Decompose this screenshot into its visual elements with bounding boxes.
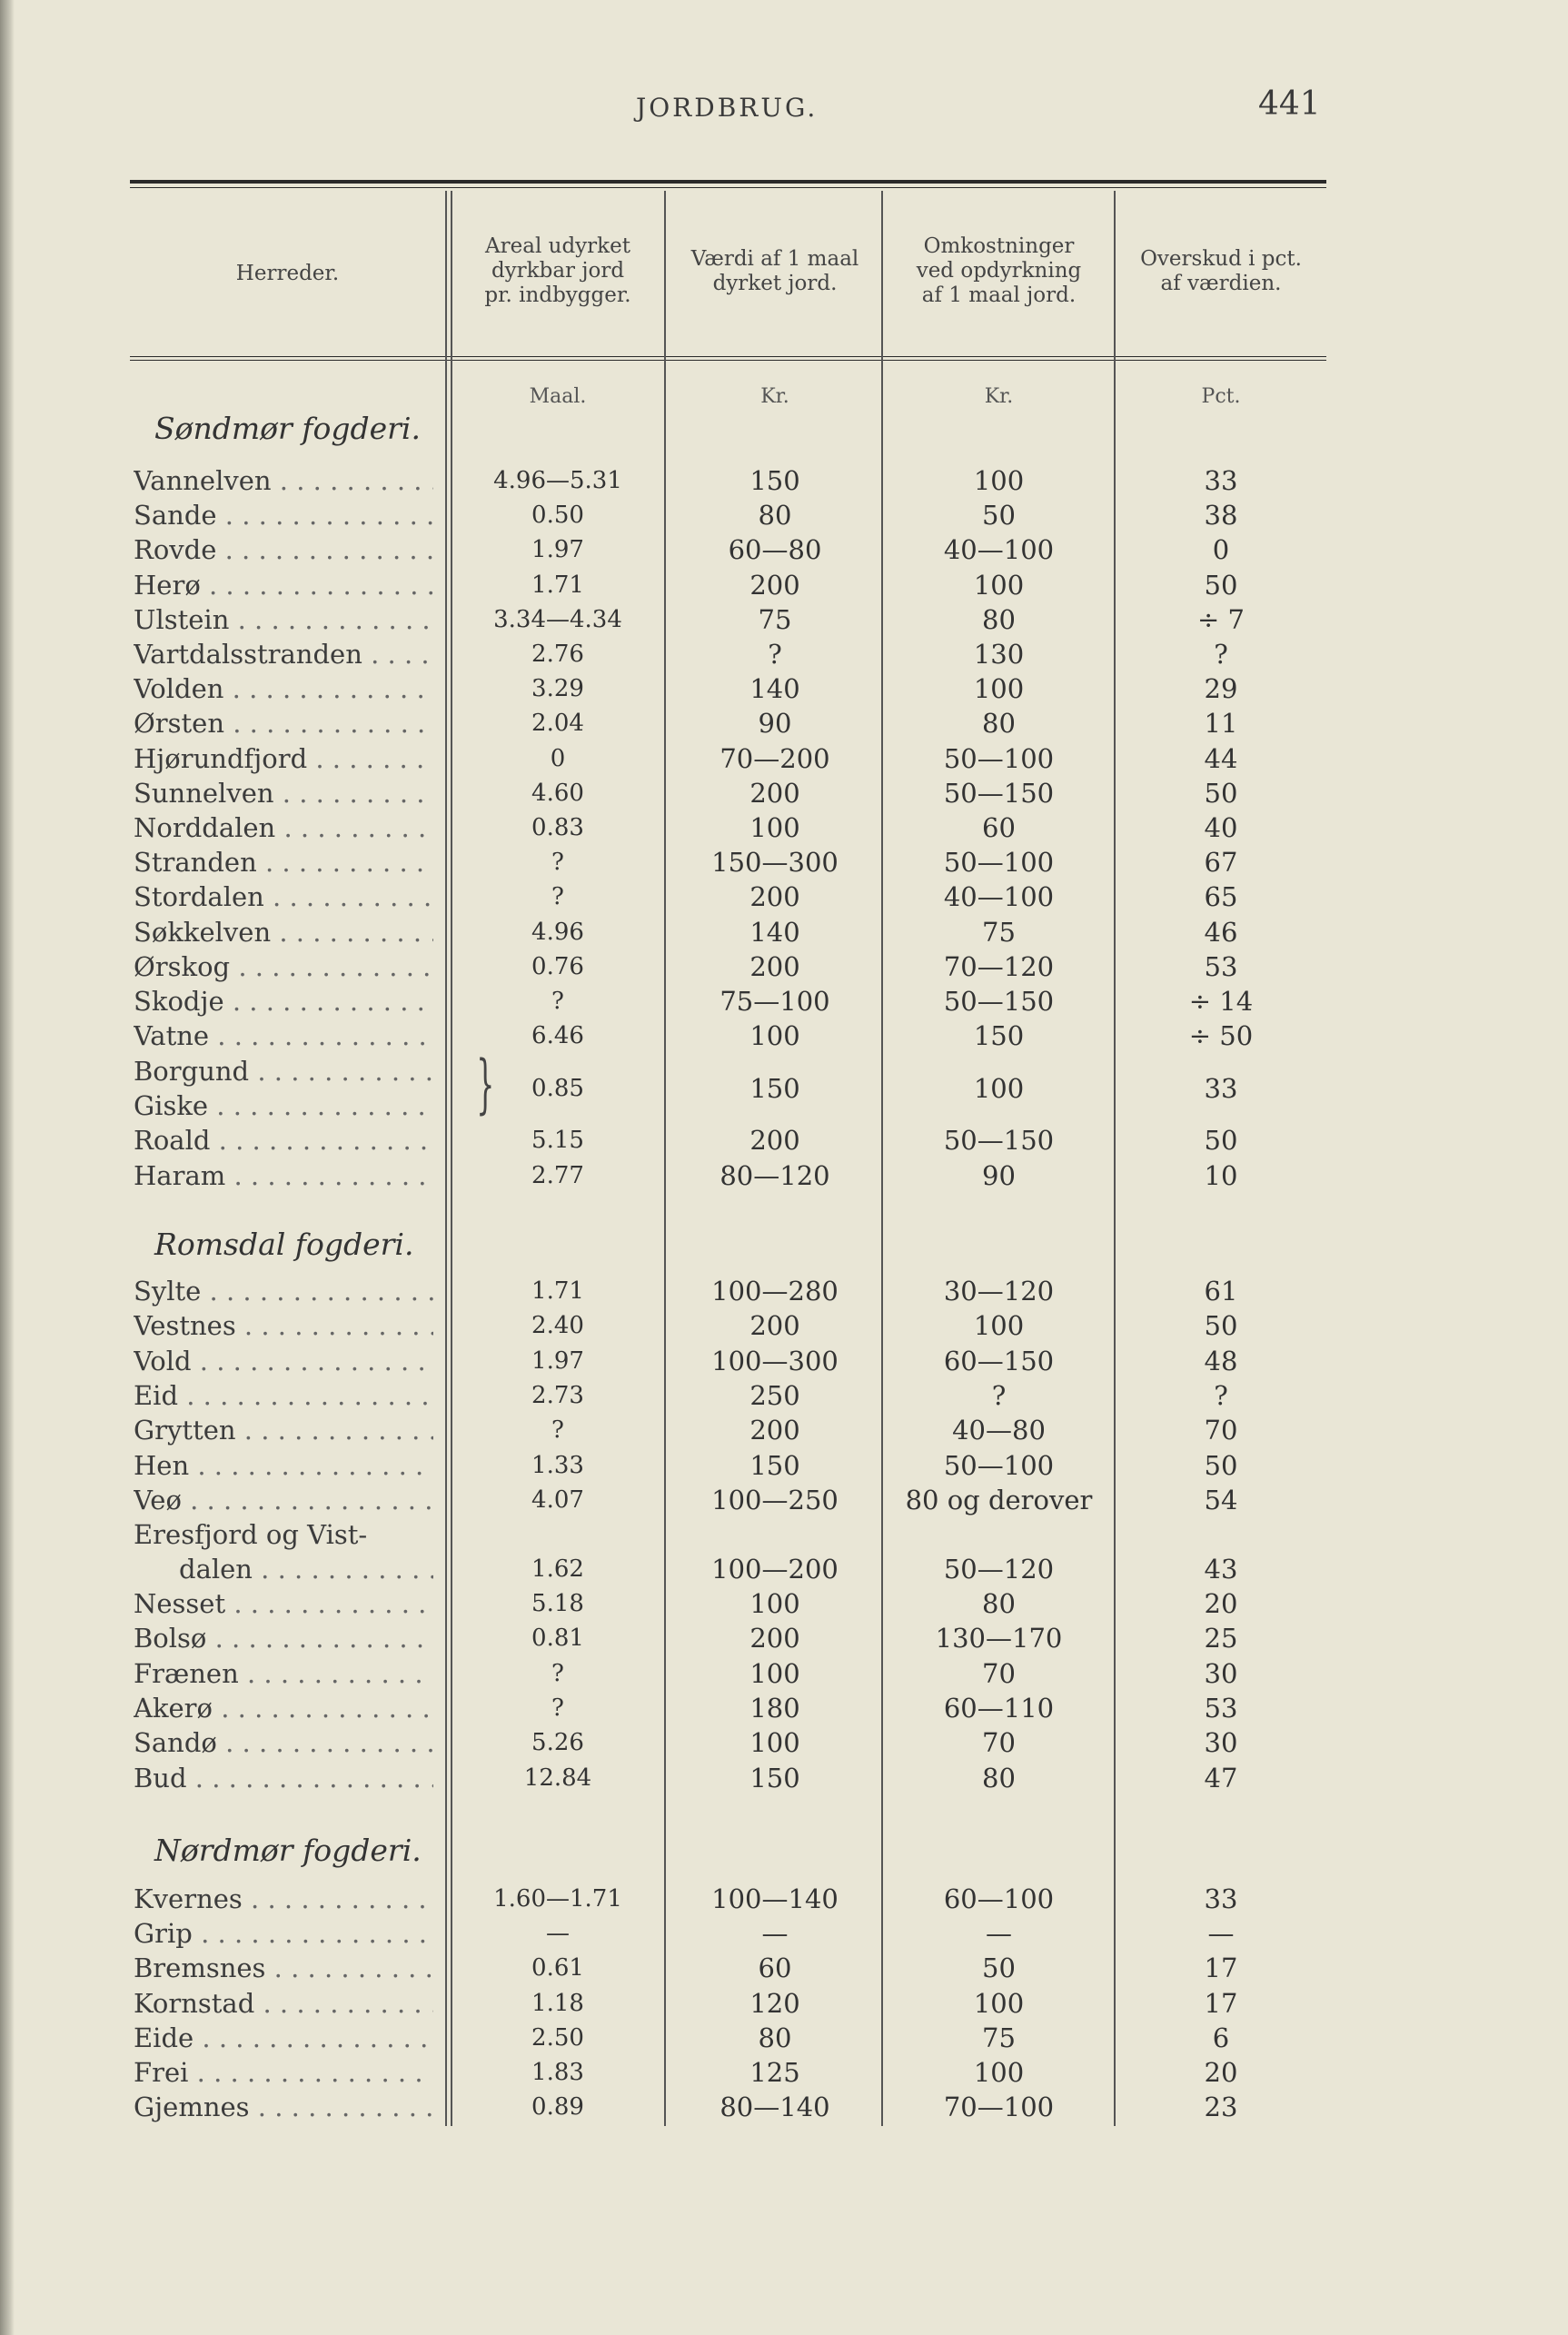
row-name: Bolsø . . . (134, 1623, 433, 1654)
areal-value: ? (551, 849, 564, 877)
omkostninger-value: 90 (982, 1159, 1016, 1191)
section-title-romsdal: Romsdal fogderi. (154, 1227, 414, 1262)
overskud-value: ÷ 50 (1188, 1020, 1254, 1052)
row-name: Eid . . . (134, 1380, 433, 1411)
row-name: Rovde . . . (134, 534, 433, 565)
overskud-value: 29 (1204, 673, 1238, 705)
row-name: Hen . . . (134, 1450, 433, 1481)
areal-value: 1.18 (531, 1989, 584, 2017)
areal-value: 4.60 (531, 779, 584, 807)
page-header (0, 85, 1568, 129)
omkostninger-value: 50—150 (943, 777, 1055, 809)
omkostninger-value: 50—100 (943, 742, 1055, 774)
areal-value: 0 (550, 744, 566, 772)
vaerdi-value: 100 (749, 1657, 800, 1689)
vaerdi-value: 100—250 (711, 1484, 839, 1515)
merged-areal: 0.85 (531, 1075, 584, 1102)
column-header-herreder: Herreder. (235, 262, 340, 285)
header-bottom-rule-2 (130, 360, 1326, 361)
vaerdi-value: 100—140 (711, 1883, 839, 1914)
merged-overskud: 33 (1204, 1073, 1238, 1104)
omkostninger-value: — (986, 1918, 1012, 1950)
vaerdi-value: 80 (758, 500, 792, 532)
overskud-value: 61 (1204, 1276, 1238, 1307)
row-name-eresfjord: Eresfjord og Vist- (134, 1519, 368, 1550)
omkostninger-value: 100 (973, 1987, 1025, 2019)
areal-value: 4.96 (531, 918, 584, 946)
row-name: Herø . . . (134, 570, 433, 601)
column-header-omkostninger: Omkostninger ved opdyrkning af 1 maal jord. (916, 234, 1082, 307)
areal-value: — (546, 1920, 570, 1948)
vaerdi-value: 100 (749, 812, 800, 843)
overskud-value: 33 (1204, 465, 1238, 496)
vaerdi-value: 200 (749, 1125, 800, 1156)
row-name: Norddalen . . . (134, 812, 433, 843)
areal-value: 1.97 (531, 1346, 584, 1375)
areal-value: 1.33 (531, 1451, 584, 1479)
vaerdi-value: 200 (749, 950, 800, 982)
unit-overskud: Pct. (1201, 385, 1241, 408)
areal-value: 5.18 (531, 1590, 584, 1617)
row-name: Frænen . . . (134, 1658, 433, 1689)
row-name: Vold . . . (134, 1346, 433, 1376)
row-name: Hjørundfjord . . . (134, 743, 433, 774)
vaerdi-value: 150—300 (711, 847, 839, 879)
overskud-value: 25 (1204, 1623, 1238, 1654)
omkostninger-value: 60—110 (943, 1692, 1055, 1724)
overskud-value: 50 (1204, 1125, 1238, 1156)
vaerdi-value: 80—120 (719, 1159, 830, 1191)
column-header-overskud: Overskud i pct. af værdien. (1140, 247, 1302, 295)
areal-value: 4.07 (531, 1485, 584, 1514)
areal-value: 5.15 (531, 1127, 584, 1154)
row-name: Volden . . . (134, 673, 433, 704)
vaerdi-value: 140 (749, 673, 800, 705)
column-divider-1 (445, 191, 447, 2126)
omkostninger-value: 50—150 (943, 986, 1055, 1017)
overskud-value: 53 (1204, 1692, 1238, 1724)
row-name: Stordalen . . . (134, 881, 433, 912)
areal-value: 3.29 (531, 675, 584, 703)
omkostninger-value: 40—80 (952, 1415, 1046, 1446)
omkostninger-value: 100 (973, 1310, 1025, 1342)
overskud-value: 50 (1204, 1310, 1238, 1342)
omkostninger-value: ? (991, 1379, 1007, 1411)
overskud-value: ÷ 7 (1197, 603, 1245, 635)
areal-value: 1.60—1.71 (493, 1885, 622, 1913)
row-name-borgund: Borgund . . . (134, 1056, 433, 1087)
overskud-value: 70 (1204, 1415, 1238, 1446)
row-name: Søkkelven . . . (134, 917, 433, 948)
vaerdi-value: 200 (749, 881, 800, 913)
vaerdi-value: 140 (749, 916, 800, 948)
overskud-value: 10 (1204, 1159, 1238, 1191)
omkostninger-value: 60 (982, 812, 1016, 843)
vaerdi-value: 75 (758, 603, 792, 635)
row-name: Vannelven . . . (134, 465, 433, 496)
areal-value: 0.89 (531, 2093, 584, 2121)
areal-value: 0.50 (531, 502, 584, 530)
omkostninger-value: 130—170 (935, 1623, 1063, 1654)
omkostninger-value: 40—100 (943, 534, 1055, 566)
overskud-value: 20 (1204, 1588, 1238, 1619)
omkostninger-value: 50 (982, 1952, 1016, 1984)
areal-value: 12.84 (523, 1764, 592, 1792)
areal-value: 3.34—4.34 (493, 605, 622, 633)
row-name: Stranden . . . (134, 847, 433, 878)
row-name: Sandø . . . (134, 1727, 433, 1758)
eresfjord-vaerdi: 100—200 (711, 1554, 839, 1585)
vaerdi-value: 200 (749, 569, 800, 601)
row-name: Vatne . . . (134, 1020, 433, 1051)
row-name: Vestnes . . . (134, 1310, 433, 1341)
areal-value: 0.83 (531, 814, 584, 841)
areal-value: 6.46 (531, 1022, 584, 1050)
overskud-value: 33 (1204, 1883, 1238, 1914)
areal-value: ? (551, 1659, 564, 1687)
omkostninger-value: 100 (973, 673, 1025, 705)
omkostninger-value: 80 (982, 708, 1016, 740)
omkostninger-value: 70 (982, 1727, 1016, 1759)
omkostninger-value: 100 (973, 569, 1025, 601)
omkostninger-value: 75 (982, 916, 1016, 948)
row-name: Veø . . . (134, 1485, 433, 1515)
row-name: Sande . . . (134, 500, 433, 531)
areal-value: 0.76 (531, 952, 584, 980)
section-title-sondmor: Søndmør fogderi. (154, 411, 421, 446)
omkostninger-value: 50—100 (943, 1449, 1055, 1481)
vaerdi-value: 100—300 (711, 1345, 839, 1376)
areal-value: ? (551, 883, 564, 911)
row-name: Vartdalsstranden . . . (134, 639, 433, 670)
omkostninger-value: 80 (982, 1762, 1016, 1793)
table-top-rule-thin (130, 187, 1326, 188)
vaerdi-value: 200 (749, 1310, 800, 1342)
section-title-nordmor: Nørdmør fogderi. (154, 1833, 422, 1868)
vaerdi-value: 150 (749, 1762, 800, 1793)
header-bottom-rule (130, 356, 1326, 357)
overskud-value: 67 (1204, 847, 1238, 879)
running-title: JORDBRUG. (636, 93, 819, 123)
eresfjord-areal: 1.62 (531, 1555, 584, 1583)
vaerdi-value: 100 (749, 1727, 800, 1759)
omkostninger-value: 50—100 (943, 847, 1055, 879)
overskud-value: 38 (1204, 500, 1238, 532)
areal-value: 2.40 (531, 1312, 584, 1340)
overskud-value: 17 (1204, 1952, 1238, 1984)
omkostninger-value: 50—150 (943, 1125, 1055, 1156)
row-name: Sunnelven . . . (134, 778, 433, 809)
overskud-value: 46 (1204, 916, 1238, 948)
vaerdi-value: 200 (749, 1623, 800, 1654)
row-name-eresfjord-2: dalen . . . (179, 1554, 433, 1585)
unit-omkostninger: Kr. (984, 385, 1014, 408)
row-name: Bremsnes . . . (134, 1952, 433, 1983)
row-name: Ulstein . . . (134, 604, 433, 635)
omkostninger-value: 75 (982, 2022, 1016, 2053)
vaerdi-value: 200 (749, 777, 800, 809)
omkostninger-value: 60—150 (943, 1345, 1055, 1376)
row-name: Haram . . . (134, 1160, 433, 1191)
areal-value: ? (551, 1694, 564, 1722)
overskud-value: 44 (1204, 742, 1238, 774)
areal-value: 2.73 (531, 1381, 584, 1409)
vaerdi-value: 80—140 (719, 2092, 830, 2123)
omkostninger-value: 40—100 (943, 881, 1055, 913)
overskud-value: 17 (1204, 1987, 1238, 2019)
areal-value: 5.26 (531, 1729, 584, 1757)
overskud-value: 11 (1204, 708, 1238, 740)
book-spine-shadow (0, 0, 15, 2335)
column-header-areal: Areal udyrket dyrkbar jord pr. indbygger. (484, 234, 631, 307)
overskud-value: 23 (1204, 2092, 1238, 2123)
areal-value: 1.71 (531, 1277, 584, 1305)
areal-value: ? (551, 988, 564, 1015)
omkostninger-value: 80 (982, 603, 1016, 635)
unit-vaerdi: Kr. (760, 385, 789, 408)
overskud-value: 40 (1204, 812, 1238, 843)
row-name: Frei . . . (134, 2057, 433, 2088)
overskud-value: 54 (1204, 1484, 1238, 1515)
vaerdi-value: 60 (758, 1952, 792, 1984)
row-name: Nesset . . . (134, 1588, 433, 1619)
areal-value: 2.50 (531, 2023, 584, 2052)
row-name: Kornstad . . . (134, 1988, 433, 2019)
vaerdi-value: 100—280 (711, 1276, 839, 1307)
vaerdi-value: 250 (749, 1379, 800, 1411)
areal-value: ? (551, 1416, 564, 1445)
row-name: Grip . . . (134, 1918, 433, 1949)
row-name: Eide . . . (134, 2022, 433, 2053)
omkostninger-value: 30—120 (943, 1276, 1055, 1307)
omkostninger-value: 100 (973, 465, 1025, 496)
omkostninger-value: 130 (973, 639, 1025, 670)
page-number: 441 (1258, 85, 1321, 123)
vaerdi-value: 80 (758, 2022, 792, 2053)
overskud-value: ÷ 14 (1188, 986, 1254, 1017)
vaerdi-value: 200 (749, 1415, 800, 1446)
omkostninger-value: 50 (982, 500, 1016, 532)
merged-omkostninger: 100 (973, 1073, 1025, 1104)
row-name: Sylte . . . (134, 1276, 433, 1307)
areal-value: 2.76 (531, 641, 584, 668)
row-name: Ørsten . . . (134, 708, 433, 739)
row-name: Bud . . . (134, 1763, 433, 1793)
overskud-value: 48 (1204, 1345, 1238, 1376)
overskud-value: ? (1214, 639, 1228, 670)
row-name-giske: Giske . . . (134, 1090, 433, 1121)
omkostninger-value: 80 (982, 1588, 1016, 1619)
vaerdi-value: ? (768, 639, 782, 670)
eresfjord-overskud: 43 (1204, 1554, 1238, 1585)
overskud-value: 47 (1204, 1762, 1238, 1793)
overskud-value: 50 (1204, 1449, 1238, 1481)
vaerdi-value: 75—100 (719, 986, 830, 1017)
overskud-value: 50 (1204, 777, 1238, 809)
omkostninger-value: 80 og derover (905, 1484, 1093, 1515)
vaerdi-value: 90 (758, 708, 792, 740)
vaerdi-value: 125 (749, 2057, 800, 2088)
row-name: Grytten . . . (134, 1415, 433, 1446)
row-name: Roald . . . (134, 1125, 433, 1156)
merged-vaerdi: 150 (749, 1073, 800, 1104)
overskud-value: 53 (1204, 950, 1238, 982)
overskud-value: 30 (1204, 1657, 1238, 1689)
row-name: Gjemnes . . . (134, 2092, 433, 2122)
vaerdi-value: 70—200 (719, 742, 830, 774)
vaerdi-value: — (761, 1918, 789, 1950)
overskud-value: 30 (1204, 1727, 1238, 1759)
omkostninger-value: 100 (973, 2057, 1025, 2088)
omkostninger-value: 70—120 (943, 950, 1055, 982)
column-header-vaerdi: Værdi af 1 maal dyrket jord. (690, 247, 859, 295)
areal-value: 4.96—5.31 (493, 467, 622, 494)
vaerdi-value: 120 (749, 1987, 800, 2019)
row-name: Ørskog . . . (134, 951, 433, 982)
overskud-value: — (1207, 1918, 1235, 1950)
overskud-value: 65 (1204, 881, 1238, 913)
vaerdi-value: 180 (749, 1692, 800, 1724)
areal-value: 2.04 (531, 710, 584, 738)
areal-value: 1.97 (531, 536, 584, 564)
row-name: Kvernes . . . (134, 1883, 433, 1914)
omkostninger-value: 70 (982, 1657, 1016, 1689)
omkostninger-value: 70—100 (943, 2092, 1055, 2123)
unit-areal: Maal. (529, 385, 587, 408)
overskud-value: 0 (1212, 534, 1230, 566)
omkostninger-value: 60—100 (943, 1883, 1055, 1914)
areal-value: 0.61 (531, 1954, 584, 1982)
areal-value: 1.71 (531, 571, 584, 599)
overskud-value: 50 (1204, 569, 1238, 601)
table-top-rule (130, 180, 1326, 184)
omkostninger-value: 150 (973, 1020, 1025, 1052)
row-name: Skodje . . . (134, 986, 433, 1017)
vaerdi-value: 100 (749, 1020, 800, 1052)
areal-value: 0.81 (531, 1625, 584, 1653)
vaerdi-value: 100 (749, 1588, 800, 1619)
column-divider-2 (664, 191, 666, 2126)
vaerdi-value: 150 (749, 465, 800, 496)
areal-value: 1.83 (531, 2059, 584, 2086)
vaerdi-value: 60—80 (728, 534, 822, 566)
areal-value: 2.77 (531, 1161, 584, 1189)
row-name: Akerø . . . (134, 1693, 433, 1724)
vaerdi-value: 150 (749, 1449, 800, 1481)
eresfjord-omkostninger: 50—120 (943, 1554, 1055, 1585)
brace-mark: } (476, 1047, 495, 1121)
overskud-value: ? (1214, 1379, 1228, 1411)
overskud-value: 20 (1204, 2057, 1238, 2088)
overskud-value: 6 (1212, 2022, 1230, 2053)
